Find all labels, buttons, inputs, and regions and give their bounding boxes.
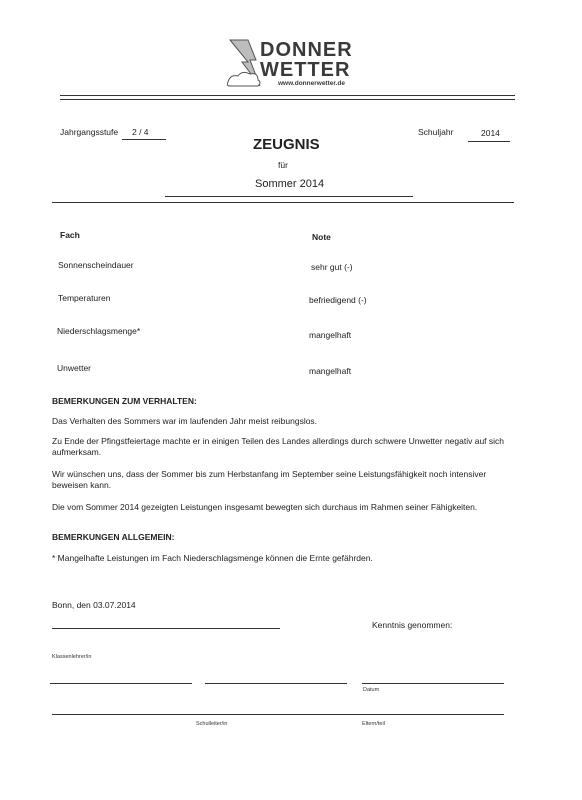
place-date: Bonn, den 03.07.2014	[52, 600, 136, 610]
jahrgangsstufe-line	[122, 139, 166, 140]
header-rule-top	[60, 95, 515, 96]
grade-cell: sehr gut (-)	[311, 262, 353, 272]
general-heading: BEMERKUNGEN ALLGEMEIN:	[52, 532, 175, 542]
section-divider	[52, 202, 514, 203]
logo-word-donner: DONNER	[260, 39, 353, 61]
col-grade-header: Note	[312, 232, 331, 242]
datum-line	[362, 683, 504, 684]
general-paragraph: * Mangelhafte Leistungen im Fach Niederschlagsmenge können die Ernte gefährden.	[52, 553, 373, 563]
grade-cell: befriedigend (-)	[309, 295, 367, 305]
subject-cell: Unwetter	[57, 363, 92, 373]
subject-cell: Temperaturen	[58, 293, 111, 303]
fuer-label: für	[278, 160, 288, 170]
acknowledged-label: Kenntnis genommen:	[372, 620, 453, 630]
subject-cell: Niederschlagsmenge*	[57, 326, 141, 336]
jahrgangsstufe-label: Jahrgangsstufe	[60, 127, 119, 137]
donnerwetter-logo	[226, 38, 356, 98]
grade-cell: mangelhaft	[309, 330, 352, 340]
schulleiter-label: Schulleiter/in	[196, 721, 228, 727]
eltern-label: Eltern/teil	[362, 721, 385, 727]
season-value: Sommer 2014	[255, 178, 325, 190]
signature-line	[52, 628, 280, 629]
behavior-paragraph: Wir wünschen uns, dass der Sommer bis zum Herbstanfang im September seine Leistungsfähigkeit noch intensiver beweisen kann.	[52, 469, 487, 490]
klassenlehrer-line	[50, 683, 192, 684]
datum-label: Datum	[363, 687, 380, 693]
grade-cell: mangelhaft	[309, 366, 352, 376]
bottom-signature-line	[52, 714, 504, 715]
behavior-heading: BEMERKUNGEN ZUM VERHALTEN:	[52, 396, 197, 406]
schuljahr-label: Schuljahr	[418, 127, 454, 137]
season-line	[165, 196, 413, 197]
behavior-paragraph: Das Verhalten des Sommers war im laufenden Jahr meist reibungslos.	[52, 416, 318, 426]
behavior-paragraph: Die vom Sommer 2014 gezeigten Leistungen insgesamt bewegten sich durchaus im Rahmen seiner Fähigkeiten.	[52, 502, 478, 512]
schuljahr-value: 2014	[481, 128, 500, 138]
jahrgangsstufe-value: 2 / 4	[132, 127, 149, 137]
logo-word-wetter: WETTER	[260, 59, 351, 81]
schuljahr-line	[468, 141, 510, 142]
behavior-paragraph: Zu Ende der Pfingstfeiertage machte er in einigen Teilen des Landes allerdings durch schwere Unwetter negativ auf sich aufmerksam.	[52, 436, 505, 457]
subject-cell: Sonnenscheindauer	[58, 260, 134, 270]
header-rule-bottom	[60, 99, 515, 100]
second-signature-line	[205, 683, 347, 684]
klassenlehrer-label: Klassenlehrer/in	[52, 654, 92, 660]
logo-url: www.donnerwetter.de	[278, 80, 345, 87]
page-title: ZEUGNIS	[253, 136, 320, 153]
col-subject-header: Fach	[60, 230, 80, 240]
